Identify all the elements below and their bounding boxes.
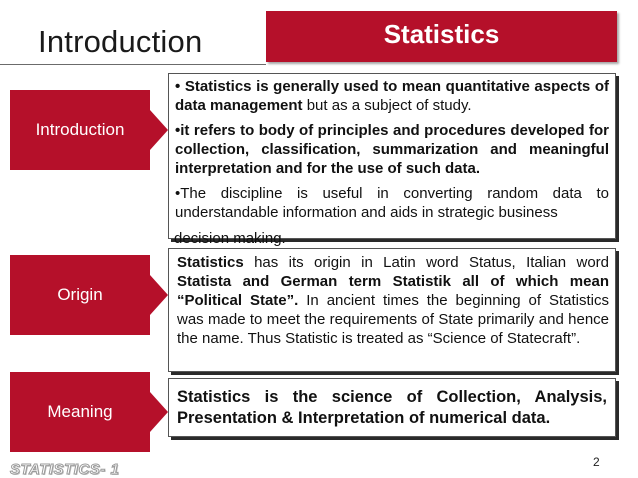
- meaning-arrow-icon: [150, 392, 168, 432]
- origin-t2: has its origin in Latin word Status, Italian word: [243, 254, 609, 271]
- introduction-p1-bold: Statistics is generally used to mean quantitative aspects of data management: [175, 78, 610, 114]
- introduction-p1-rest: but as a subject of study.: [302, 97, 472, 114]
- introduction-p2-text: •it refers to body of principles and procedures developed for collection, classification, summarization and meaningful interpretation and for the use of such data.: [175, 122, 609, 177]
- introduction-overflow-text: decision making.: [174, 230, 286, 247]
- origin-paragraph: [177, 253, 609, 348]
- section-label-meaning: [10, 372, 150, 452]
- origin-label: Origin: [57, 285, 103, 304]
- introduction-paragraph-2: [175, 121, 609, 178]
- meaning-label: Meaning: [47, 402, 113, 421]
- origin-content-box: [168, 248, 616, 372]
- introduction-p1-bullet: •: [175, 78, 185, 95]
- introduction-paragraph-3: •The discipline is useful in converting random data to understandable information and aids in strategic business: [175, 185, 609, 221]
- banner-text: Statistics: [383, 19, 500, 49]
- introduction-arrow-icon: [150, 110, 168, 150]
- footer-logo-text: STATISTICS- 1: [10, 461, 120, 478]
- title-banner: [266, 11, 617, 62]
- origin-t1: Statistics: [177, 254, 244, 271]
- section-label-introduction: [10, 90, 150, 170]
- title-divider: [0, 64, 266, 65]
- origin-arrow-icon: [150, 275, 168, 315]
- introduction-label: Introduction: [35, 120, 125, 139]
- origin-t3: Statista and German term Statistik all of which mean “Political State”.: [177, 273, 609, 309]
- section-label-origin: [10, 255, 150, 335]
- meaning-content-box: [168, 378, 616, 437]
- page-number: 2: [593, 455, 600, 469]
- meaning-text: Statistics is the science of Collection, Analysis, Presentation & Interpretation of numerical data.: [177, 388, 607, 427]
- introduction-paragraph-1: [175, 77, 609, 115]
- introduction-content-box: [168, 73, 616, 239]
- slide-title: Introduction: [38, 24, 203, 59]
- origin-t4: In ancient times the beginning of Statistics was made to meet the requirements of State primarily and hence the name. Thus Statistic is treated as “Science of Statecraft”.: [177, 292, 609, 347]
